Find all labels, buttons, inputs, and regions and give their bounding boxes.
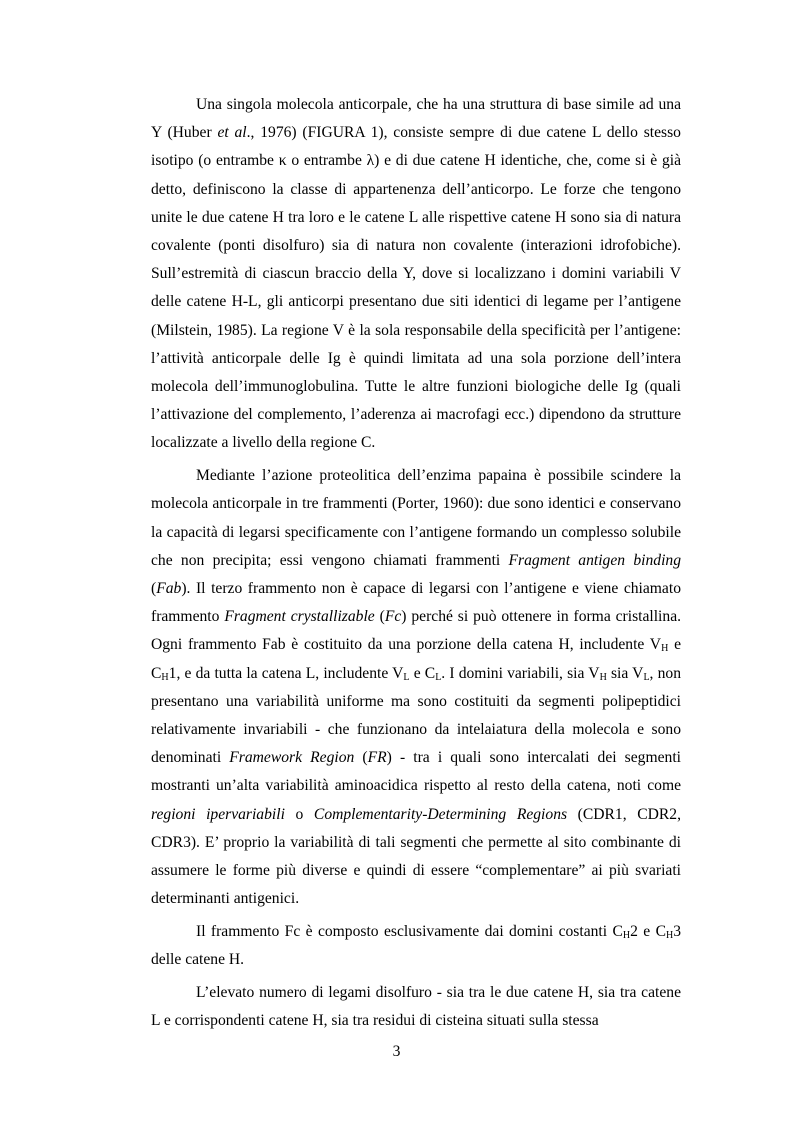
text-run: e C bbox=[151, 636, 681, 682]
paragraph bbox=[151, 91, 681, 458]
italic-text: Fragment crystallizable bbox=[224, 608, 375, 626]
text-run: , non presentano una variabilità uniforme ma sono costituiti da segmenti polipeptidici relativamente invariabili - che funzionano da intelaiatura della molecola e sono denominati bbox=[151, 664, 681, 767]
italic-text: Fab bbox=[156, 580, 182, 598]
subscript: H bbox=[665, 930, 674, 942]
text-run: . I domini variabili, sia V bbox=[441, 664, 600, 682]
subscript: L bbox=[643, 671, 650, 683]
italic-text: regioni ipervariabili bbox=[151, 805, 285, 823]
subscript: H bbox=[599, 671, 607, 683]
text-run: ( bbox=[374, 608, 385, 626]
text-run: Mediante l’azione proteolitica dell’enzima papaina è possibile scindere la molecola anticorpale in tre frammenti (Porter, 1960): due sono identici e conservano la capacità di legarsi specificamente con l’antigene formando un complesso solubile che non precipita; essi vengono chiamati frammenti bbox=[151, 467, 681, 569]
subscript: H bbox=[161, 671, 169, 683]
text-run: ( bbox=[151, 580, 157, 598]
paragraph bbox=[151, 918, 681, 974]
italic-text: Complementarity-Determining Regions bbox=[313, 805, 568, 823]
subscript: L bbox=[435, 671, 442, 683]
text-run: (CDR1, CDR2, CDR3). E’ proprio la variabilità di tali segmenti che permette al sito combinante di assumere le forme più diverse e quindi di essere “complementare” ai più svariati determinanti antigenici. bbox=[151, 805, 681, 908]
subscript: L bbox=[403, 671, 410, 683]
text-run: e C bbox=[409, 664, 436, 682]
subscript: H bbox=[622, 930, 631, 942]
text-run: L’elevato numero di legami disolfuro - sia tra le due catene H, sia tra catene L e corrispondenti catene H, sia tra residui di cisteina situati sulla stessa bbox=[151, 984, 681, 1030]
text-run: ., 1976) (FIGURA 1), consiste sempre di due catene L dello stesso isotipo (o entrambe κ o entrambe λ) e di due catene H identiche, che, come si è già detto, definiscono la classe di appartenenza dell’anticorpo. Le forze che tengono unite le due catene H tra loro e le catene L alle rispettive catene H sono sia di natura covalente (ponti disolfuro) sia di natura non covalente (interazioni idrofobiche). Sull’estremità di ciascun braccio della Y, dove si localizzano i domini variabili V delle catene H-L, gli anticorpi presentano due siti identici di legame per l’antigene (Milstein, 1985). La regione V è la sola responsabile della specificità per l’antigene: l’attività anticorpale delle Ig è quindi limitata ad una sola porzione dell’intera molecola dell’immunoglobulina. Tutte le altre funzioni biologiche delle Ig (quali l’attivazione del complemento, l’aderenza ai macrofagi ecc.) dipendono da strutture localizzate a livello della regione C. bbox=[151, 124, 681, 452]
text-run: 3 delle catene H. bbox=[151, 923, 682, 969]
paragraph bbox=[151, 979, 681, 1035]
text-run: sia V bbox=[606, 664, 644, 682]
body-text bbox=[151, 91, 681, 1035]
text-run: Il frammento Fc è composto esclusivamente dai domini costanti C bbox=[196, 923, 623, 941]
italic-text: FR bbox=[367, 749, 387, 767]
italic-text: Fragment antigen binding bbox=[508, 551, 681, 569]
text-run: ( bbox=[354, 749, 368, 767]
text-run: ). Il terzo frammento non è capace di legarsi con l’antigene e viene chiamato frammento bbox=[151, 580, 681, 626]
italic-text: Framework Region bbox=[229, 749, 355, 767]
subscript: H bbox=[661, 643, 669, 655]
paragraph bbox=[151, 462, 681, 913]
italic-text: et al bbox=[217, 124, 247, 142]
text-run: 1, e da tutta la catena L, includente V bbox=[168, 664, 404, 682]
text-run: ) perché si può ottenere in forma cristallina. Ogni frammento Fab è costituito da una porzione della catena H, includente V bbox=[151, 608, 682, 654]
page-number: 3 bbox=[392, 1043, 401, 1060]
text-run: o bbox=[284, 805, 314, 823]
text-run: ) - tra i quali sono intercalati dei segmenti mostranti un’alta variabilità aminoacidica rispetto al resto della catena, noti come bbox=[151, 749, 681, 795]
text-run: Una singola molecola anticorpale, che ha una struttura di base simile ad una Y (Huber bbox=[151, 96, 681, 142]
text-run: 2 e C bbox=[630, 923, 666, 941]
italic-text: Fc bbox=[384, 608, 402, 626]
